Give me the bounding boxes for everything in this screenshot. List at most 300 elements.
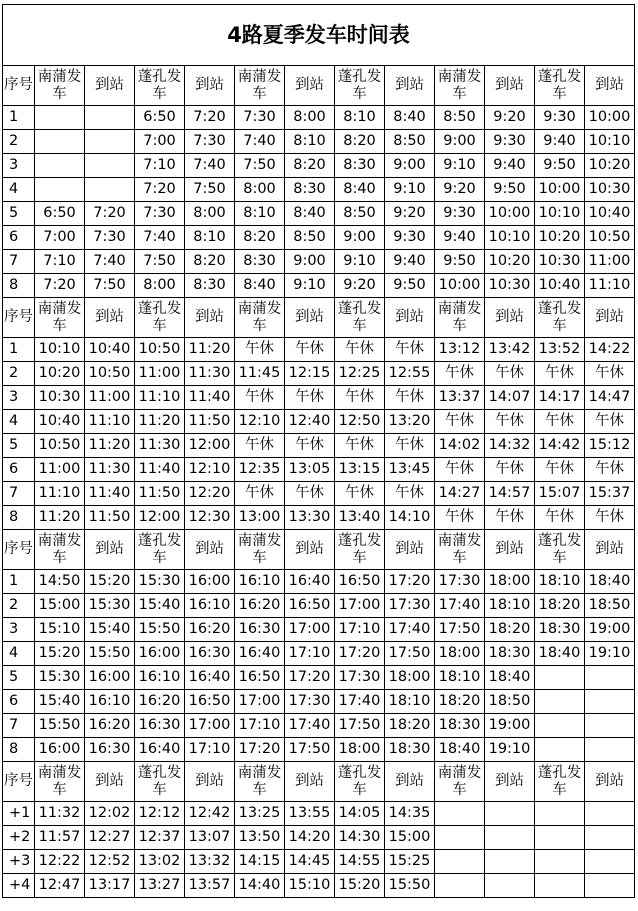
time-cell: 13:37 [435, 386, 485, 410]
time-cell: 午休 [585, 458, 635, 482]
row-index-cell: 5 [3, 666, 35, 690]
time-cell: 12:52 [85, 850, 135, 874]
column-header: 南蒲发车 [35, 66, 85, 106]
time-cell: 午休 [285, 434, 335, 458]
column-header: 到站 [85, 66, 135, 106]
time-cell: 11:30 [185, 362, 235, 386]
header-row [3, 298, 635, 338]
time-cell: 12:20 [185, 482, 235, 506]
time-cell: 午休 [485, 506, 535, 530]
time-cell: 10:30 [35, 386, 85, 410]
time-cell: 16:20 [85, 714, 135, 738]
time-cell: 16:30 [235, 618, 285, 642]
column-header-index: 序号 [3, 298, 35, 338]
column-header: 到站 [185, 66, 235, 106]
row-index-cell: 1 [3, 338, 35, 362]
time-cell: 8:00 [285, 106, 335, 130]
time-cell: 13:15 [335, 458, 385, 482]
time-cell: 8:10 [185, 226, 235, 250]
row-index-cell: +1 [3, 802, 35, 826]
time-cell: 13:17 [85, 874, 135, 898]
time-cell: 午休 [535, 506, 585, 530]
time-cell: 10:10 [535, 202, 585, 226]
time-cell: 14:05 [335, 802, 385, 826]
time-cell: 15:00 [385, 826, 435, 850]
time-cell: 16:40 [135, 738, 185, 762]
time-cell: 12:35 [235, 458, 285, 482]
time-cell: 13:00 [235, 506, 285, 530]
time-cell: 14:22 [585, 338, 635, 362]
time-cell: 10:40 [85, 338, 135, 362]
time-cell: 12:15 [285, 362, 335, 386]
time-cell: 17:00 [285, 618, 335, 642]
table-row [3, 802, 635, 826]
time-cell [585, 666, 635, 690]
time-cell: 14:32 [485, 434, 535, 458]
time-cell: 10:50 [585, 226, 635, 250]
time-cell: 9:20 [385, 202, 435, 226]
column-header: 到站 [385, 762, 435, 802]
table-row [3, 226, 635, 250]
time-cell: 7:30 [235, 106, 285, 130]
time-cell: 17:00 [335, 594, 385, 618]
time-cell [485, 826, 535, 850]
time-cell: 15:10 [35, 618, 85, 642]
header-row [3, 762, 635, 802]
time-cell: 11:30 [135, 434, 185, 458]
column-header: 到站 [485, 762, 535, 802]
row-index-cell: 7 [3, 714, 35, 738]
time-cell: 18:10 [435, 666, 485, 690]
time-cell: 10:20 [35, 362, 85, 386]
table-row [3, 274, 635, 298]
time-cell: 9:40 [435, 226, 485, 250]
time-cell: 8:30 [285, 178, 335, 202]
time-cell: 9:50 [435, 250, 485, 274]
time-cell: 7:10 [35, 250, 85, 274]
time-cell: 14:42 [535, 434, 585, 458]
time-cell: 16:50 [185, 690, 235, 714]
time-cell: 午休 [585, 506, 635, 530]
table-row [3, 618, 635, 642]
time-cell: 7:20 [35, 274, 85, 298]
time-cell: 8:40 [235, 274, 285, 298]
time-cell: 10:00 [535, 178, 585, 202]
column-header: 南蒲发车 [235, 530, 285, 570]
time-cell: 7:30 [185, 130, 235, 154]
time-cell: 10:30 [585, 178, 635, 202]
time-cell: 17:30 [335, 666, 385, 690]
time-cell: 午休 [285, 338, 335, 362]
time-cell: 12:30 [185, 506, 235, 530]
time-cell: 18:40 [435, 738, 485, 762]
time-cell: 午休 [385, 386, 435, 410]
time-cell: 7:30 [85, 226, 135, 250]
table-row [3, 850, 635, 874]
time-cell [35, 106, 85, 130]
column-header: 南蒲发车 [35, 530, 85, 570]
column-header: 到站 [85, 530, 135, 570]
time-cell: 午休 [235, 434, 285, 458]
time-cell: 13:50 [235, 826, 285, 850]
time-cell: 8:30 [185, 274, 235, 298]
time-cell: 14:45 [285, 850, 335, 874]
timetable [2, 4, 635, 898]
column-header: 到站 [185, 762, 235, 802]
time-cell: 9:10 [335, 250, 385, 274]
time-cell: 17:50 [335, 714, 385, 738]
time-cell: 18:20 [435, 690, 485, 714]
time-cell: 9:40 [485, 154, 535, 178]
time-cell: 14:02 [435, 434, 485, 458]
time-cell: 11:20 [185, 338, 235, 362]
table-row [3, 202, 635, 226]
time-cell: 9:20 [435, 178, 485, 202]
time-cell: 16:10 [185, 594, 235, 618]
row-index-cell: 8 [3, 738, 35, 762]
time-cell: 16:30 [135, 714, 185, 738]
time-cell: 16:30 [85, 738, 135, 762]
time-cell: 11:00 [85, 386, 135, 410]
column-header: 南蒲发车 [235, 66, 285, 106]
time-cell: 10:10 [585, 130, 635, 154]
time-cell: 19:10 [485, 738, 535, 762]
time-cell: 13:12 [435, 338, 485, 362]
time-cell: 8:40 [385, 106, 435, 130]
time-cell: 12:02 [85, 802, 135, 826]
time-cell: 14:57 [485, 482, 535, 506]
time-cell: 8:30 [335, 154, 385, 178]
row-index-cell: 2 [3, 130, 35, 154]
time-cell [585, 826, 635, 850]
column-header: 蓬孔发车 [535, 530, 585, 570]
row-index-cell: +4 [3, 874, 35, 898]
time-cell: 16:00 [35, 738, 85, 762]
time-cell: 11:40 [85, 482, 135, 506]
time-cell: 8:00 [185, 202, 235, 226]
time-cell: 午休 [485, 458, 535, 482]
time-cell: 16:00 [185, 570, 235, 594]
time-cell: 7:20 [135, 178, 185, 202]
time-cell: 15:30 [85, 594, 135, 618]
column-header-index: 序号 [3, 530, 35, 570]
table-row [3, 714, 635, 738]
time-cell: 10:00 [435, 274, 485, 298]
time-cell: 午休 [285, 386, 335, 410]
row-index-cell: 5 [3, 434, 35, 458]
time-cell: 11:20 [85, 434, 135, 458]
time-cell: 15:40 [85, 618, 135, 642]
time-cell: 8:40 [285, 202, 335, 226]
time-cell: 12:37 [135, 826, 185, 850]
time-cell: 12:00 [135, 506, 185, 530]
time-cell: 16:50 [335, 570, 385, 594]
time-cell: 7:00 [135, 130, 185, 154]
time-cell: 17:20 [235, 738, 285, 762]
time-cell: 14:40 [235, 874, 285, 898]
time-cell: 14:55 [335, 850, 385, 874]
row-index-cell: 5 [3, 202, 35, 226]
table-row [3, 506, 635, 530]
time-cell: 18:10 [535, 570, 585, 594]
time-cell: 7:40 [135, 226, 185, 250]
time-cell: 7:40 [185, 154, 235, 178]
time-cell: 16:40 [235, 642, 285, 666]
table-row [3, 738, 635, 762]
time-cell: 9:30 [535, 106, 585, 130]
time-cell: 8:10 [335, 106, 385, 130]
column-header: 蓬孔发车 [335, 298, 385, 338]
time-cell: 11:00 [585, 250, 635, 274]
time-cell [35, 154, 85, 178]
time-cell [85, 106, 135, 130]
time-cell: 10:00 [585, 106, 635, 130]
time-cell: 7:50 [235, 154, 285, 178]
time-cell: 8:50 [285, 226, 335, 250]
time-cell: 9:00 [285, 250, 335, 274]
column-header: 到站 [185, 530, 235, 570]
time-cell: 午休 [335, 386, 385, 410]
time-cell: 8:10 [285, 130, 335, 154]
time-cell: 17:00 [185, 714, 235, 738]
time-cell: 7:20 [85, 202, 135, 226]
time-cell: 午休 [385, 482, 435, 506]
time-cell [535, 690, 585, 714]
column-header: 到站 [285, 530, 335, 570]
time-cell: 17:30 [385, 594, 435, 618]
column-header: 南蒲发车 [435, 298, 485, 338]
time-cell: 18:30 [385, 738, 435, 762]
time-cell: 11:20 [135, 410, 185, 434]
time-cell: 18:10 [385, 690, 435, 714]
time-cell: 17:30 [435, 570, 485, 594]
time-cell: 13:40 [335, 506, 385, 530]
time-cell: 午休 [235, 338, 285, 362]
time-cell: 午休 [585, 410, 635, 434]
column-header-index: 序号 [3, 762, 35, 802]
table-row [3, 642, 635, 666]
column-header: 到站 [85, 762, 135, 802]
time-cell: 15:30 [35, 666, 85, 690]
time-cell: 17:50 [435, 618, 485, 642]
column-header: 蓬孔发车 [135, 298, 185, 338]
time-cell: 9:10 [385, 178, 435, 202]
column-header: 到站 [285, 66, 335, 106]
table-row [3, 362, 635, 386]
time-cell: 午休 [235, 386, 285, 410]
time-cell: 9:20 [485, 106, 535, 130]
column-header: 到站 [385, 530, 435, 570]
time-cell: 18:20 [385, 714, 435, 738]
row-index-cell: 7 [3, 482, 35, 506]
table-row [3, 458, 635, 482]
column-header: 南蒲发车 [435, 66, 485, 106]
time-cell: 18:50 [585, 594, 635, 618]
row-index-cell: 4 [3, 642, 35, 666]
time-cell: 13:52 [535, 338, 585, 362]
time-cell: 16:20 [235, 594, 285, 618]
time-cell: 15:50 [85, 642, 135, 666]
row-index-cell: 3 [3, 154, 35, 178]
column-header: 到站 [285, 762, 335, 802]
time-cell: 午休 [535, 362, 585, 386]
time-cell: 13:20 [385, 410, 435, 434]
time-cell [585, 850, 635, 874]
time-cell: 16:30 [185, 642, 235, 666]
time-cell: 17:50 [285, 738, 335, 762]
table-row [3, 250, 635, 274]
time-cell: 18:40 [585, 570, 635, 594]
time-cell [535, 826, 585, 850]
timetable-body [3, 5, 635, 898]
time-cell: 11:10 [135, 386, 185, 410]
row-index-cell: 4 [3, 178, 35, 202]
time-cell: 11:40 [185, 386, 235, 410]
time-cell: 9:50 [485, 178, 535, 202]
time-cell: 12:50 [335, 410, 385, 434]
time-cell: 午休 [435, 458, 485, 482]
time-cell: 17:20 [285, 666, 335, 690]
time-cell: 8:50 [335, 202, 385, 226]
time-cell: 10:40 [535, 274, 585, 298]
time-cell: 10:10 [485, 226, 535, 250]
column-header: 蓬孔发车 [535, 298, 585, 338]
time-cell: 12:00 [185, 434, 235, 458]
time-cell: 15:50 [135, 618, 185, 642]
time-cell: 13:57 [185, 874, 235, 898]
column-header: 到站 [185, 298, 235, 338]
time-cell: 10:50 [85, 362, 135, 386]
time-cell: 8:40 [335, 178, 385, 202]
time-cell: 8:10 [235, 202, 285, 226]
time-cell: 13:07 [185, 826, 235, 850]
time-cell: 9:40 [385, 250, 435, 274]
time-cell: 17:40 [385, 618, 435, 642]
time-cell: 11:50 [185, 410, 235, 434]
time-cell [435, 850, 485, 874]
time-cell: 18:10 [485, 594, 535, 618]
time-cell: 9:40 [535, 130, 585, 154]
time-cell: 11:57 [35, 826, 85, 850]
time-cell: 16:10 [85, 690, 135, 714]
time-cell: 16:20 [185, 618, 235, 642]
column-header: 到站 [485, 66, 535, 106]
time-cell [435, 874, 485, 898]
row-index-cell: +3 [3, 850, 35, 874]
time-cell: 17:20 [385, 570, 435, 594]
time-cell: 16:40 [185, 666, 235, 690]
time-cell: 11:50 [135, 482, 185, 506]
time-cell: 午休 [535, 410, 585, 434]
time-cell: 17:10 [285, 642, 335, 666]
time-cell: 15:50 [385, 874, 435, 898]
page-title: 4路夏季发车时间表 [3, 5, 635, 66]
time-cell: 6:50 [135, 106, 185, 130]
table-row [3, 570, 635, 594]
time-cell: 17:10 [235, 714, 285, 738]
time-cell [485, 850, 535, 874]
time-cell: 9:10 [285, 274, 335, 298]
time-cell: 13:02 [135, 850, 185, 874]
row-index-cell: 8 [3, 274, 35, 298]
time-cell [585, 738, 635, 762]
column-header: 蓬孔发车 [335, 66, 385, 106]
time-cell: 12:40 [285, 410, 335, 434]
time-cell [435, 826, 485, 850]
time-cell: 11:20 [35, 506, 85, 530]
time-cell: 15:20 [85, 570, 135, 594]
column-header: 蓬孔发车 [135, 530, 185, 570]
time-cell: 14:35 [385, 802, 435, 826]
time-cell: 15:12 [585, 434, 635, 458]
time-cell: 11:00 [135, 362, 185, 386]
time-cell: 16:10 [135, 666, 185, 690]
row-index-cell: 6 [3, 226, 35, 250]
time-cell: 8:50 [435, 106, 485, 130]
time-cell: 13:25 [235, 802, 285, 826]
time-cell: 15:20 [35, 642, 85, 666]
time-cell [585, 690, 635, 714]
time-cell: 9:50 [535, 154, 585, 178]
time-cell: 17:40 [335, 690, 385, 714]
time-cell: 午休 [235, 482, 285, 506]
time-cell: 17:10 [335, 618, 385, 642]
time-cell: 7:30 [135, 202, 185, 226]
table-row [3, 482, 635, 506]
time-cell: 11:40 [135, 458, 185, 482]
time-cell: 7:10 [135, 154, 185, 178]
time-cell: 17:40 [285, 714, 335, 738]
time-cell: 17:00 [235, 690, 285, 714]
time-cell: 17:30 [285, 690, 335, 714]
time-cell: 16:50 [235, 666, 285, 690]
time-cell [535, 738, 585, 762]
time-cell: 16:20 [135, 690, 185, 714]
time-cell: 午休 [335, 482, 385, 506]
time-cell: 10:50 [135, 338, 185, 362]
time-cell: 18:30 [535, 618, 585, 642]
time-cell: 15:00 [35, 594, 85, 618]
time-cell: 15:37 [585, 482, 635, 506]
row-index-cell: 6 [3, 690, 35, 714]
time-cell: 9:00 [335, 226, 385, 250]
time-cell [85, 154, 135, 178]
time-cell: 8:20 [235, 226, 285, 250]
time-cell: 18:40 [485, 666, 535, 690]
column-header: 南蒲发车 [35, 762, 85, 802]
table-row [3, 106, 635, 130]
time-cell: 7:20 [185, 106, 235, 130]
time-cell: 8:20 [185, 250, 235, 274]
time-cell [85, 178, 135, 202]
time-cell: 12:55 [385, 362, 435, 386]
table-row [3, 826, 635, 850]
time-cell [485, 874, 535, 898]
time-cell: 9:30 [485, 130, 535, 154]
time-cell: 14:10 [385, 506, 435, 530]
column-header: 到站 [85, 298, 135, 338]
time-cell: 17:10 [185, 738, 235, 762]
row-index-cell: 1 [3, 570, 35, 594]
time-cell: 13:30 [285, 506, 335, 530]
column-header: 到站 [485, 530, 535, 570]
time-cell: 15:10 [285, 874, 335, 898]
time-cell: 午休 [385, 338, 435, 362]
time-cell: 8:20 [285, 154, 335, 178]
column-header-index: 序号 [3, 66, 35, 106]
row-index-cell: 3 [3, 618, 35, 642]
column-header: 南蒲发车 [435, 762, 485, 802]
